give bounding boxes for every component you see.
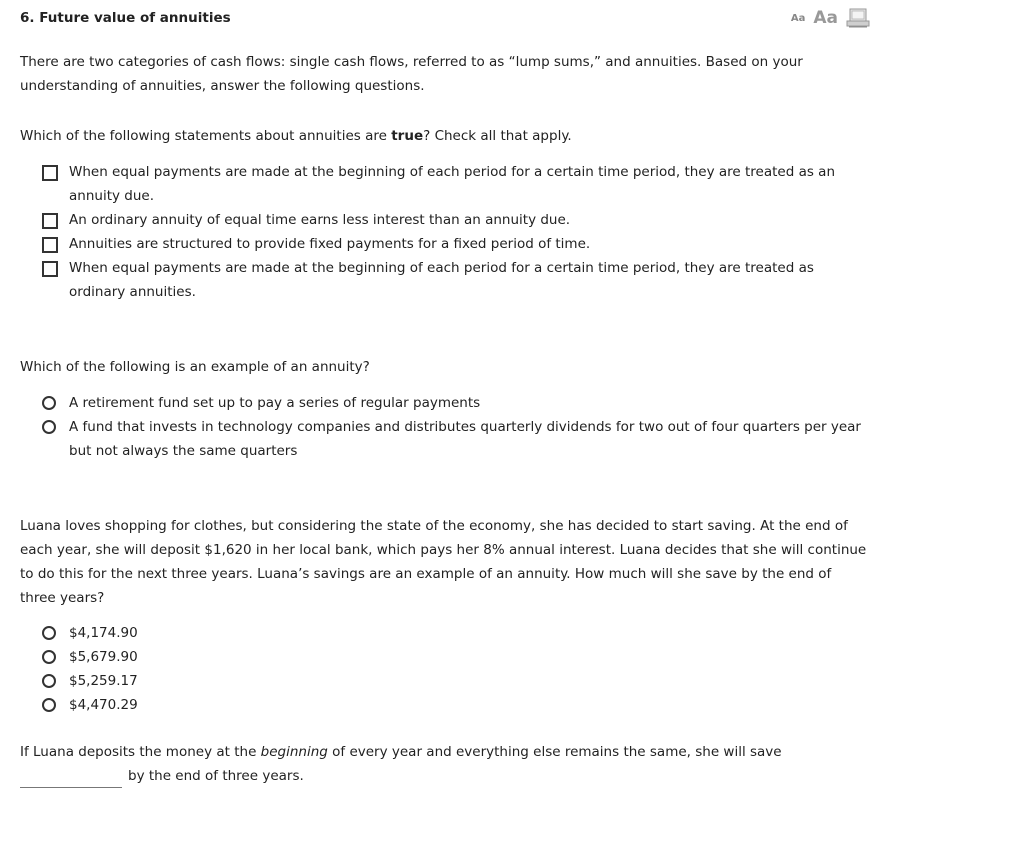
q3-option-1-label: $4,174.90 (69, 625, 138, 641)
q1-option-4-label: When equal payments are made at the beginning of each period for a certain time period, they are treated as ordinary annuities. (69, 260, 814, 300)
q2-option-1-radio[interactable] (42, 396, 56, 410)
q1-prompt-end: ? Check all that apply. (423, 128, 572, 144)
q2-option-2-radio[interactable] (42, 420, 56, 434)
q1-option-3-checkbox[interactable] (42, 237, 58, 253)
q1-option-4-checkbox[interactable] (42, 261, 58, 277)
q3-option-2-label: $5,679.90 (69, 649, 138, 665)
font-size-controls (791, 8, 870, 28)
q3-option-1[interactable] (42, 621, 872, 645)
q3-option-4-label: $4,470.29 (69, 697, 138, 713)
q1-option-1[interactable] (42, 160, 872, 208)
question-title: 6. Future value of annuities (20, 10, 231, 26)
q3-option-3-radio[interactable] (42, 674, 56, 688)
q1-options (42, 160, 872, 304)
q1-option-3[interactable] (42, 232, 872, 256)
q1-option-1-label: When equal payments are made at the beginning of each period for a certain time period, they are treated as an annuity due. (69, 164, 836, 204)
question-header (20, 10, 870, 30)
q1-option-2[interactable] (42, 208, 872, 232)
q1-option-3-label: Annuities are structured to provide fixed payments for a fixed period of time. (69, 236, 591, 252)
q2-option-1-label: A retirement fund set up to pay a series of regular payments (69, 395, 481, 411)
q4-prompt (20, 740, 870, 788)
q4-text-end: by the end of three years. (128, 768, 304, 784)
q1-option-1-checkbox[interactable] (42, 165, 58, 181)
q2-option-1[interactable] (42, 391, 872, 415)
print-icon[interactable] (846, 8, 870, 28)
decrease-font-button[interactable]: Aa (790, 12, 806, 24)
q3-prompt: Luana loves shopping for clothes, but considering the state of the economy, she has decided to start saving. At the end of each year, she will deposit $1,620 in her local bank, which pays her 8% annual interest. Luana decides that she will continue to do this for the next three years. Luana’s savings are an example of an annuity. How much will she save by the end of three years? (20, 518, 867, 606)
q1-option-4[interactable] (42, 256, 872, 304)
q3-option-4-radio[interactable] (42, 698, 56, 712)
q2-option-2[interactable] (42, 415, 872, 463)
increase-font-button[interactable]: Aa (813, 8, 838, 28)
q3-option-2[interactable] (42, 645, 872, 669)
q3-option-3[interactable] (42, 669, 872, 693)
q4-text-start: If Luana deposits the money at the (20, 744, 261, 760)
q3-option-2-radio[interactable] (42, 650, 56, 664)
q3-option-3-label: $5,259.17 (69, 673, 138, 689)
q4-text-emphasis: beginning (260, 744, 328, 760)
q2-prompt: Which of the following is an example of an annuity? (20, 359, 370, 375)
q1-prompt (20, 124, 870, 148)
q3-options (42, 621, 872, 717)
q2-option-2-label: A fund that invests in technology companies and distributes quarterly dividends for two out of four quarters per year but not always the same quarters (69, 419, 861, 459)
q1-prompt-emphasis: true (391, 128, 424, 144)
intro-text: There are two categories of cash flows: single cash flows, referred to as “lump sums,” and annuities. Based on your understanding of annuities, answer the following questions. (20, 54, 803, 94)
q3-option-1-radio[interactable] (42, 626, 56, 640)
q1-option-2-label: An ordinary annuity of equal time earns less interest than an annuity due. (69, 212, 571, 228)
q1-option-2-checkbox[interactable] (42, 213, 58, 229)
q4-text-middle: of every year and everything else remains the same, she will save (327, 744, 782, 760)
q4-answer-blank[interactable] (20, 773, 122, 788)
q3-option-4[interactable] (42, 693, 872, 717)
q1-prompt-start: Which of the following statements about annuities are (20, 128, 392, 144)
q2-options (42, 391, 872, 463)
